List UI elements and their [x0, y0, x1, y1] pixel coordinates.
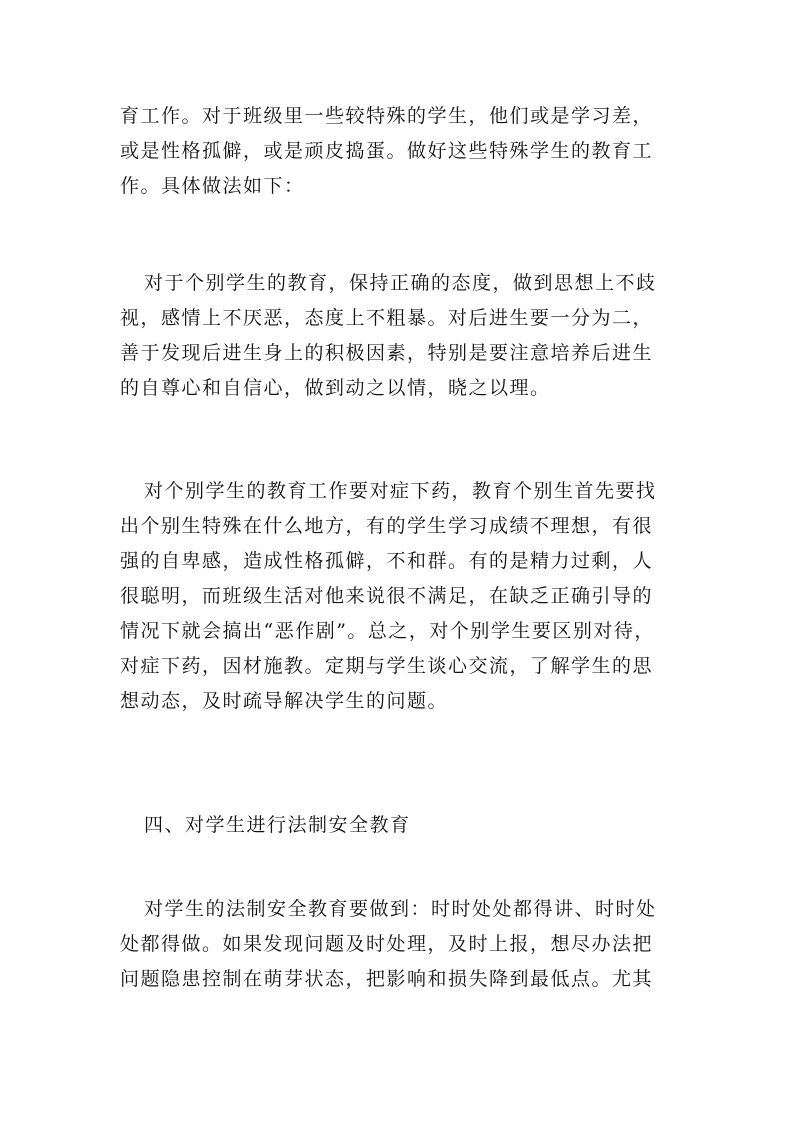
paragraph-line: 很聪明，而班级生活对他来说很不满足，在缺乏正确引导的 [120, 585, 654, 607]
paragraph-line: 对个别学生的教育工作要对症下药，教育个别生首先要找 [144, 480, 657, 502]
paragraph-line: 对于个别学生的教育，保持正确的态度，做到思想上不歧 [144, 272, 657, 294]
paragraph-line: 善于发现后进生身上的积极因素，特别是要注意培养后进生 [120, 342, 654, 364]
paragraph-line: 或是性格孤僻，或是顽皮捣蛋。做好这些特殊学生的教育工 [120, 140, 654, 162]
paragraph-special-students [120, 99, 676, 204]
paragraph-line: 出个别生特殊在什么地方，有的学生学习成绩不理想，有很 [120, 515, 654, 537]
paragraph-line: 对学生的法制安全教育要做到：时时处处都得讲、时时处 [144, 898, 657, 920]
paragraph-line: 视，感情上不厌恶，态度上不粗暴。对后进生要一分为二， [120, 307, 654, 329]
paragraph-line: 问题隐患控制在萌芽状态，把影响和损失降到最低点。尤其 [120, 968, 654, 990]
paragraph-line: 强的自卑感，造成性格孤僻，不和群。有的是精力过剩，人 [120, 550, 654, 572]
paragraph-targeted-education [120, 474, 676, 719]
paragraph-legal-safety [120, 892, 676, 997]
paragraph-line: 育工作。对于班级里一些较特殊的学生，他们或是学习差， [120, 105, 654, 127]
section-heading-4 [120, 808, 676, 843]
paragraph-line: 对症下药，因材施教。定期与学生谈心交流，了解学生的思 [120, 655, 654, 677]
paragraph-line: 处都得做。如果发现问题及时处理，及时上报，想尽办法把 [120, 933, 654, 955]
paragraph-line: 的自尊心和自信心，做到动之以情，晓之以理。 [120, 377, 551, 399]
section-heading: 四、对学生进行法制安全教育 [144, 814, 411, 836]
paragraph-correct-attitude [120, 266, 676, 406]
paragraph-line: 想动态，及时疏导解决学生的问题。 [120, 690, 449, 712]
paragraph-line: 情况下就会搞出“恶作剧”。总之，对个别学生要区别对待， [120, 620, 655, 642]
paragraph-line: 作。具体做法如下： [120, 175, 305, 197]
